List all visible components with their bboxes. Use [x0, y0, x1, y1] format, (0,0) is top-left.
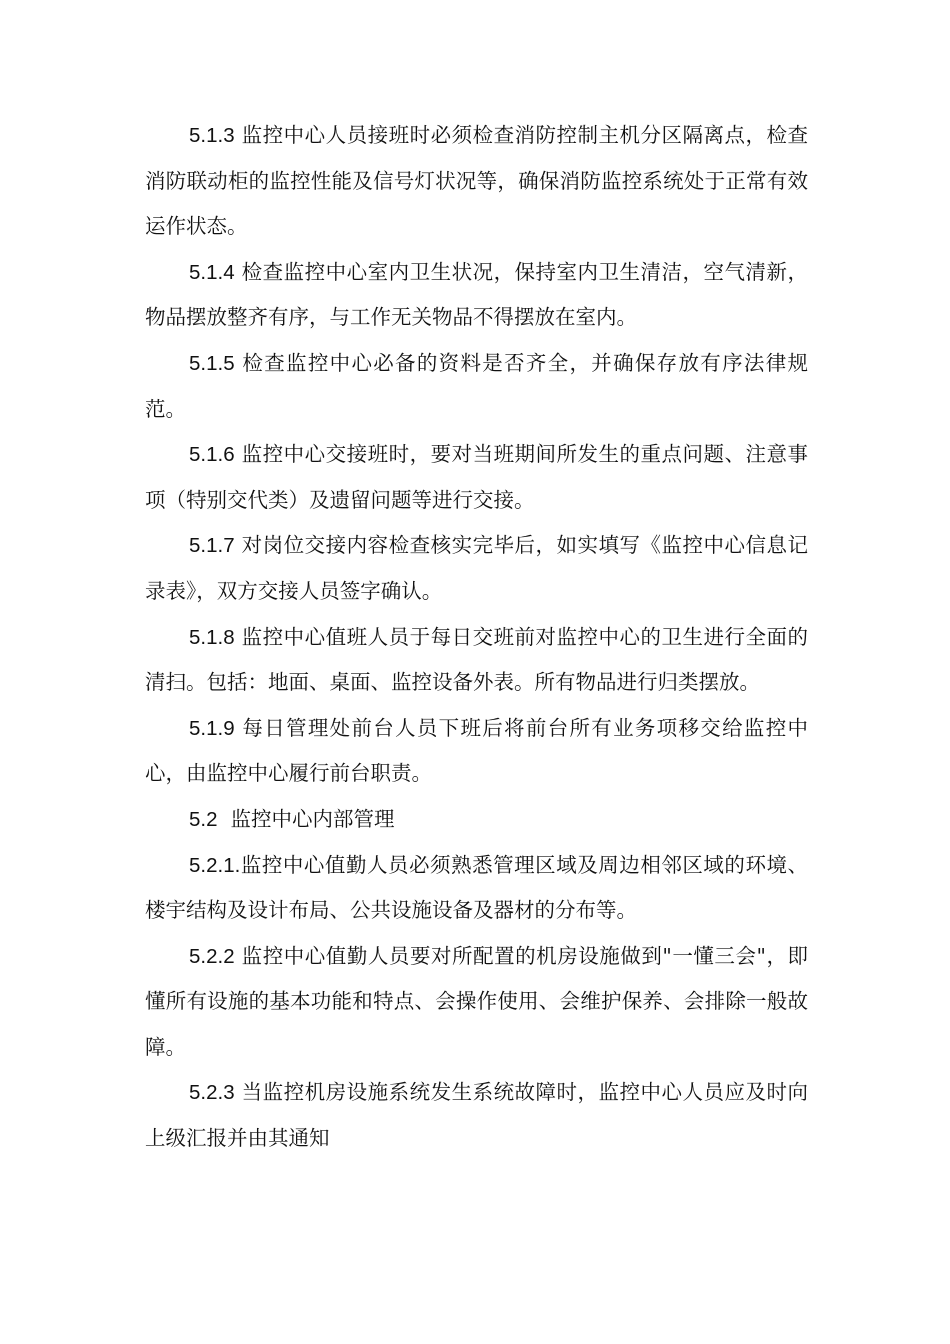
paragraph-5-1-9: [145, 706, 808, 797]
clause-text: 对岗位交接内容检查核实完毕后，如实填写《监控中心信息记录表》，双方交接人员签字确认。: [145, 533, 808, 603]
clause-text: 每日管理处前台人员下班后将前台所有业务项移交给监控中心，由监控中心履行前台职责。: [145, 715, 808, 786]
paragraph-5-1-7: [145, 523, 808, 614]
clause-text: 监控中心值班人员于每日交班前对监控中心的卫生进行全面的清扫。包括：地面、桌面、监控设备外表。所有物品进行归类摆放。: [145, 624, 808, 695]
clause-text: 当监控机房设施系统发生系统故障时，监控中心人员应及时向上级汇报并由其通知: [145, 1080, 808, 1151]
clause-text: 监控中心值勤人员必须熟悉管理区域及周边相邻区域的环境、楼宇结构及设计布局、公共设施设备及器材的分布等。: [145, 852, 808, 923]
section-number: 5.2: [189, 807, 218, 831]
clause-number: 5.1.9: [189, 716, 235, 740]
clause-text: 检查监控中心室内卫生状况，保持室内卫生清洁，空气清新，物品摆放整齐有序，与工作无关物品不得摆放在室内。: [145, 259, 808, 330]
clause-text: 监控中心值勤人员要对所配置的机房设施做到"一懂三会"，即懂所有设施的基本功能和特点、会操作使用、会维护保养、会排除一般故障。: [145, 943, 808, 1059]
paragraph-5-1-4: [145, 250, 808, 341]
paragraph-5-1-6: [145, 432, 808, 523]
clause-text: 检查监控中心必备的资料是否齐全，并确保存放有序法律规范。: [145, 350, 808, 421]
clause-number: 5.1.4: [189, 260, 235, 284]
clause-text: 监控中心人员接班时必须检查消防控制主机分区隔离点，检查消防联动柜的监控性能及信号灯状况等，确保消防监控系统处于正常有效运作状态。: [145, 123, 808, 239]
document-body: [145, 113, 808, 1162]
clause-number: 5.1.6: [189, 443, 235, 467]
paragraph-5-2-1: [145, 843, 808, 934]
paragraph-5-1-5: [145, 341, 808, 432]
clause-number: 5.2.3: [189, 1081, 235, 1105]
clause-text: 监控中心交接班时，要对当班期间所发生的重点问题、注意事项（特别交代类）及遗留问题等进行交接。: [145, 442, 808, 512]
paragraph-5-1-3: [145, 113, 808, 250]
clause-number: 5.1.3: [189, 124, 235, 147]
paragraph-5-2-3: [145, 1070, 808, 1161]
section-heading-5-2: [145, 797, 808, 843]
clause-number: 5.2.1.: [189, 853, 241, 877]
paragraph-5-2-2: [145, 934, 808, 1071]
clause-number: 5.2.2: [189, 944, 235, 968]
section-title: 监控中心内部管理: [217, 806, 395, 831]
clause-number: 5.1.8: [189, 625, 235, 649]
clause-number: 5.1.7: [189, 534, 235, 558]
paragraph-5-1-8: [145, 615, 808, 706]
clause-number: 5.1.5: [189, 351, 235, 375]
